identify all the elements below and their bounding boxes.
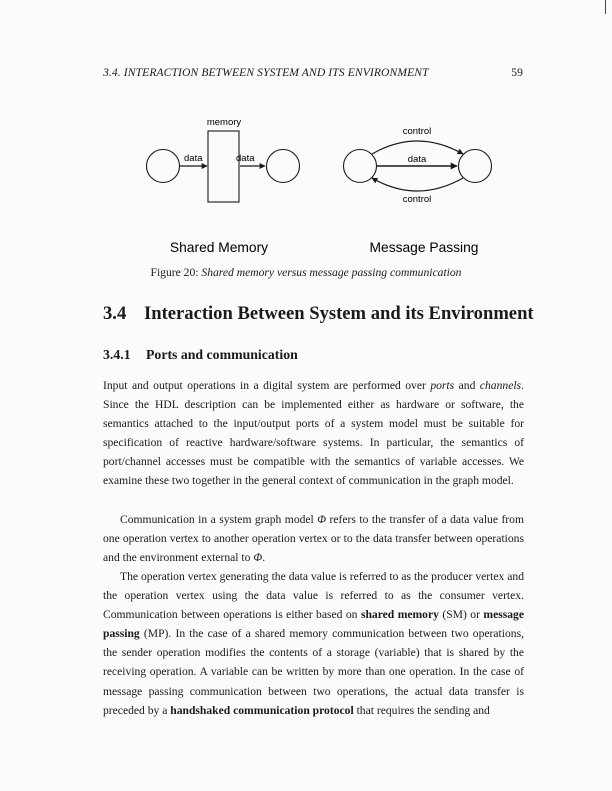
running-title: 3.4. INTERACTION BETWEEN SYSTEM AND ITS ENVIRONMENT xyxy=(103,66,429,79)
running-header xyxy=(103,66,523,79)
control-top-label: control xyxy=(402,126,432,137)
memory-label: memory xyxy=(206,117,242,128)
subsection-heading xyxy=(103,347,298,363)
symbol-phi: Φ xyxy=(253,551,263,565)
sender-vertex xyxy=(344,150,377,183)
shared-memory-diagram xyxy=(147,117,300,255)
message-data-label: data xyxy=(407,154,427,165)
producer-vertex xyxy=(147,150,180,183)
receiver-vertex xyxy=(459,150,492,183)
section-number: 3.4 xyxy=(103,303,127,324)
symbol-phi: Φ xyxy=(317,513,327,526)
term-channels: channels xyxy=(479,379,522,392)
subsection-number: 3.4.1 xyxy=(103,347,131,362)
paragraph-1: Input and output operations in a digital system are performed over ports and channels. Since the HDL description can be implemented either as hardware or software, the semantics attached to the input/output ports of a system model must be suitable for specification of reactive hardware/software systems. In particular, the semantics of port/channel accesses must be compatible with the semantics of variable accesses. We examine these two together in the general context of communication in the graph model. xyxy=(103,379,524,488)
term-ports: ports xyxy=(430,379,455,392)
paragraph-3: The operation vertex generating the data value is referred to as the producer vertex and the operation vertex using the data value is referred to as the consumer vertex. Communication between operations is either based on shared memory (SM) or message passing (MP). In the case of a shared memory communication between two operations, the sender operation modifies the contents of a storage (variable) that is shared by the receiving operation. A variable can be written by more than one operation. In the case of message passing communication between two operations, the actual data transfer is preceded by a handshaked communication protocol that requires the sending and xyxy=(103,570,524,717)
message-passing-title: Message Passing xyxy=(369,240,479,255)
right-data-label: data xyxy=(236,153,255,164)
figure-20-diagram xyxy=(0,108,612,268)
control-ack-arrow xyxy=(372,178,463,191)
subsection-title-text: Ports and communication xyxy=(146,347,298,362)
control-request-arrow xyxy=(372,141,463,154)
term-message-passing: message passing xyxy=(103,608,524,641)
page-number: 59 xyxy=(511,66,523,79)
page-edge-line xyxy=(605,0,606,14)
term-shared-memory: shared memory xyxy=(360,608,439,622)
consumer-vertex xyxy=(267,150,300,183)
caption-text: Shared memory versus message passing communication xyxy=(201,266,462,279)
term-handshaked-protocol: handshaked communication protocol xyxy=(170,703,354,717)
section-title-text: Interaction Between System and its Environment xyxy=(144,303,534,324)
shared-memory-title: Shared Memory xyxy=(169,240,269,255)
memory-box xyxy=(208,131,239,202)
paragraph-2: Communication in a system graph model Φ refers to the transfer of a data value from one operation vertex to another operation vertex or to the data transfer between operations and the environment external to Φ. xyxy=(103,513,524,565)
left-data-label: data xyxy=(184,153,203,164)
section-heading xyxy=(103,303,534,325)
message-passing-diagram xyxy=(344,126,492,255)
caption-number: Figure 20: xyxy=(150,266,199,279)
figure-caption xyxy=(0,266,612,279)
control-bottom-label: control xyxy=(402,194,432,205)
